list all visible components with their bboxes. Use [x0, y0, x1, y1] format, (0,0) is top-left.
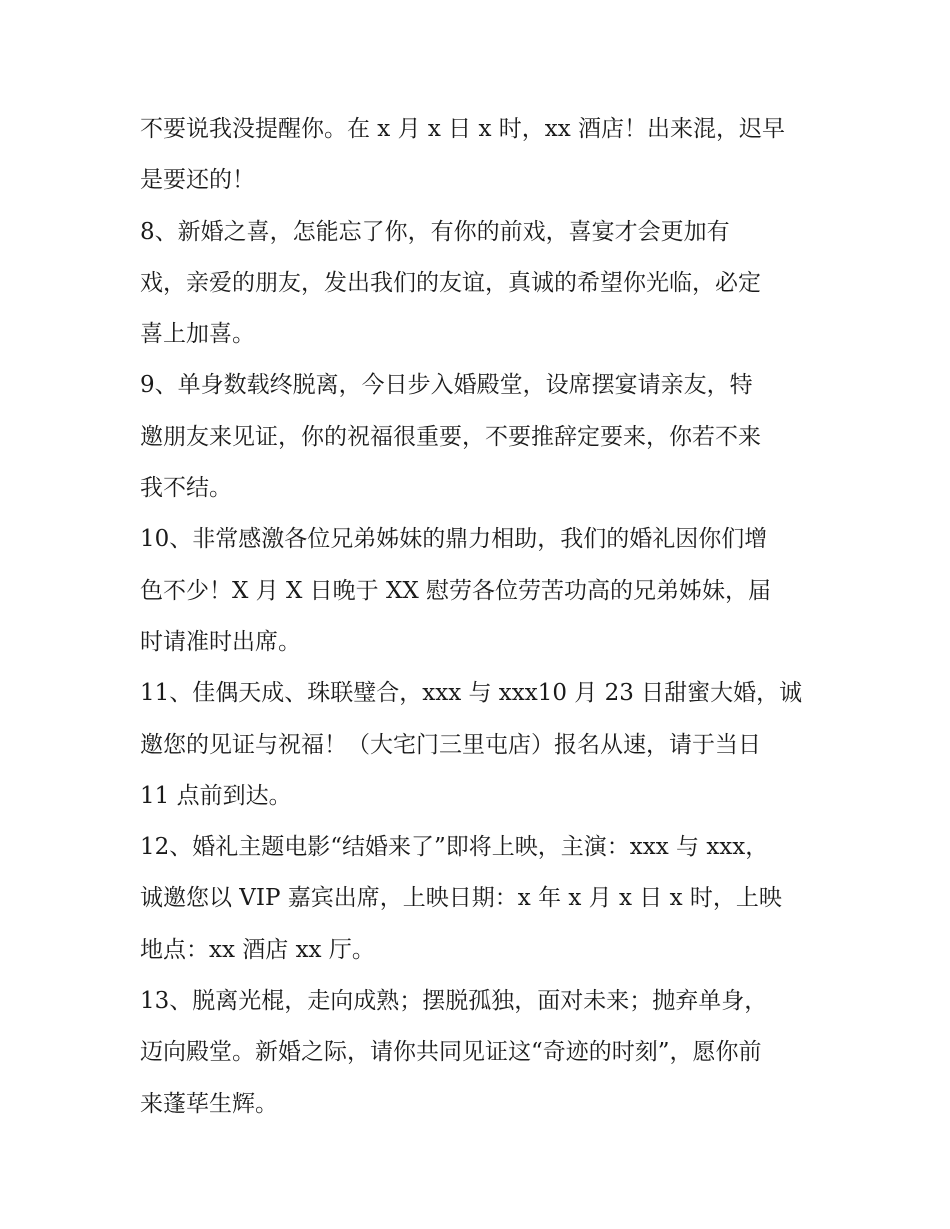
text-line: 时请准时出席。: [140, 628, 301, 655]
text-line: 来蓬荜生辉。: [140, 1090, 278, 1117]
text-line: 是要还的！: [140, 167, 255, 194]
text-line: 9、单身数载终脱离，今日步入婚殿堂，设席摆宴请亲友，特: [140, 372, 753, 399]
text-line: 8、新婚之喜，怎能忘了你，有你的前戏，喜宴才会更加有: [140, 218, 730, 245]
text-line: 喜上加喜。: [140, 321, 255, 348]
text-line: 地点：xx 酒店 xx 厅。: [140, 936, 375, 963]
text-line: 色不少！X 月 X 日晚于 XX 慰劳各位劳苦功高的兄弟姊妹，届: [140, 577, 772, 604]
text-line: 11 点前到达。: [140, 782, 292, 809]
text-line: 邀朋友来见证，你的祝福很重要，不要推辞定要来，你若不来: [140, 423, 761, 450]
text-line: 诚邀您以 VIP 嘉宾出席，上映日期：x 年 x 月 x 日 x 时，上映: [140, 885, 782, 912]
text-line: 10、非常感激各位兄弟姊妹的鼎力相助，我们的婚礼因你们增: [140, 526, 768, 553]
text-line: 不要说我没提醒你。在 x 月 x 日 x 时，xx 酒店！出来混，迟早: [140, 116, 786, 142]
document-body: [140, 104, 820, 1130]
text-line: 我不结。: [140, 475, 232, 502]
text-line: 邀您的见证与祝福！（大宅门三里屯店）报名从速，请于当日: [140, 731, 761, 758]
text-line: 戏，亲爱的朋友，发出我们的友谊，真诚的希望你光临，必定: [140, 269, 761, 296]
text-line: 13、脱离光棍，走向成熟；摆脱孤独，面对未来；抛弃单身，: [140, 988, 768, 1015]
text-line: 12、婚礼主题电影“结婚来了”即将上映，主演：xxx 与 xxx，: [140, 834, 769, 861]
text-line: 11、佳偶天成、珠联璧合，xxx 与 xxx10 月 23 日甜蜜大婚，诚: [140, 680, 803, 707]
text-line: 迈向殿堂。新婚之际，请你共同见证这“奇迹的时刻”，愿你前: [140, 1039, 762, 1066]
